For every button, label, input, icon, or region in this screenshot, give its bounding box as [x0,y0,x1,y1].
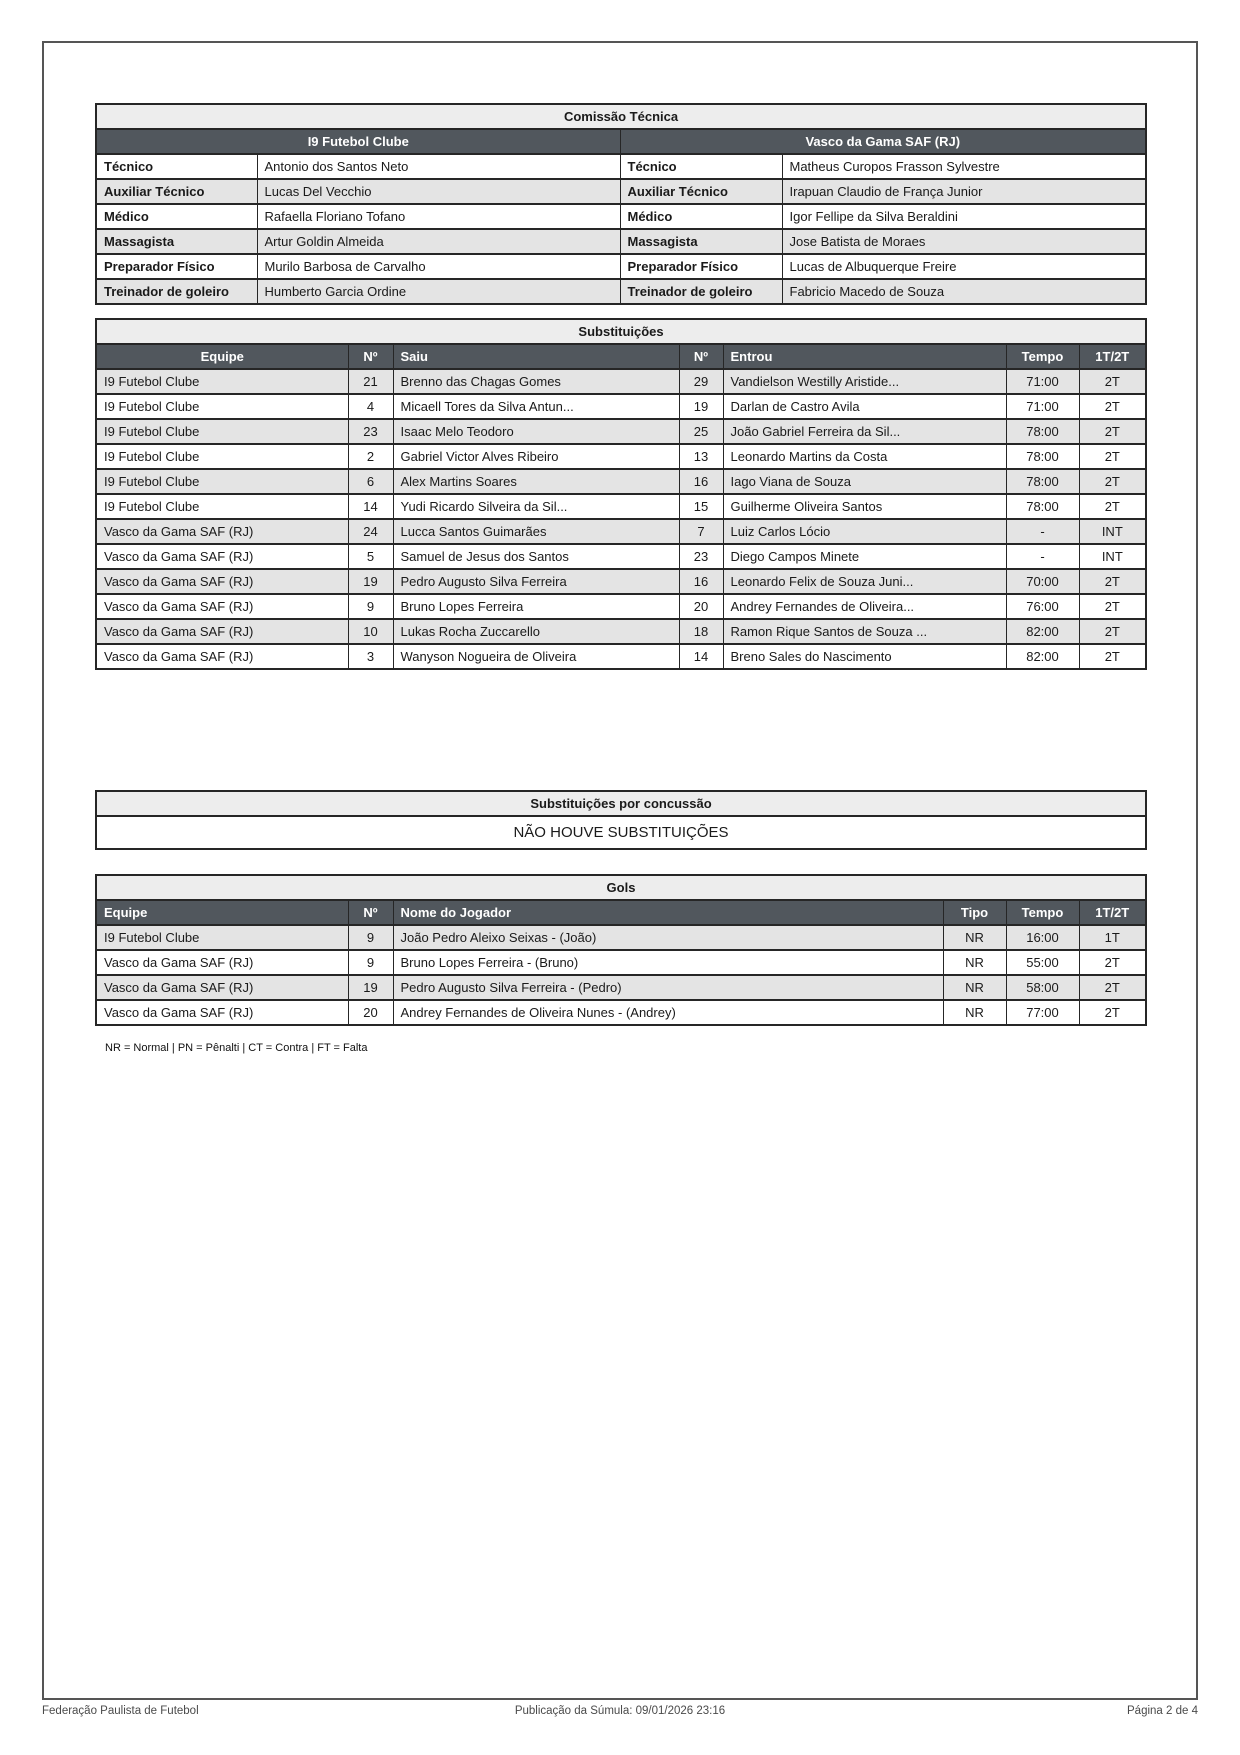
cell: 82:00 [1006,644,1079,669]
cell: Murilo Barbosa de Carvalho [257,254,620,279]
cell: 7 [679,519,723,544]
cell: 18 [679,619,723,644]
cell: Fabricio Macedo de Souza [782,279,1146,304]
cell: - [1006,544,1079,569]
footer-federation: Federação Paulista de Futebol [42,1705,199,1717]
cell: INT [1079,519,1146,544]
table-row [96,254,1146,279]
cell: 78:00 [1006,469,1079,494]
cell: 16 [679,569,723,594]
cell: 10 [348,619,393,644]
table-row [96,394,1146,419]
cell: 2T [1079,394,1146,419]
cell: 23 [348,419,393,444]
cell: 6 [348,469,393,494]
cell: 23 [679,544,723,569]
substituicoes-title: Substituições [96,319,1146,344]
table-row [96,644,1146,669]
cell: I9 Futebol Clube [96,925,348,950]
cell: 9 [348,594,393,619]
cell: 70:00 [1006,569,1079,594]
cell: Pedro Augusto Silva Ferreira - (Pedro) [393,975,943,1000]
cell: 2T [1079,369,1146,394]
cell: Bruno Lopes Ferreira - (Bruno) [393,950,943,975]
cell: I9 Futebol Clube [96,419,348,444]
cell: 9 [348,950,393,975]
cell: 21 [348,369,393,394]
cell: 4 [348,394,393,419]
cell: 2T [1079,469,1146,494]
col-header-tempo: Tempo [1006,900,1079,925]
team-header-home: I9 Futebol Clube [96,129,620,154]
table-row [96,279,1146,304]
col-header-numero-saiu: Nº [348,344,393,369]
cell: 19 [348,975,393,1000]
cell: Vandielson Westilly Aristide... [723,369,1006,394]
cell: Breno Sales do Nascimento [723,644,1006,669]
cell: 58:00 [1006,975,1079,1000]
cell: Humberto Garcia Ordine [257,279,620,304]
cell: 71:00 [1006,369,1079,394]
table-row [96,229,1146,254]
cell: 14 [679,644,723,669]
cell: João Gabriel Ferreira da Sil... [723,419,1006,444]
cell: 2T [1079,494,1146,519]
cell: 16:00 [1006,925,1079,950]
cell: Pedro Augusto Silva Ferreira [393,569,679,594]
col-header-numero: Nº [348,900,393,925]
cell: 71:00 [1006,394,1079,419]
cell: Yudi Ricardo Silveira da Sil... [393,494,679,519]
cell: Jose Batista de Moraes [782,229,1146,254]
cell: Diego Campos Minete [723,544,1006,569]
cell: 2T [1079,419,1146,444]
cell: 16 [679,469,723,494]
cell: Lucca Santos Guimarães [393,519,679,544]
cell: Lucas de Albuquerque Freire [782,254,1146,279]
cell: 20 [679,594,723,619]
cell: 1T [1079,925,1146,950]
cell: 25 [679,419,723,444]
table-row [96,494,1146,519]
table-row [96,444,1146,469]
table-row [96,369,1146,394]
cell: 2T [1079,594,1146,619]
cell: Preparador Físico [620,254,782,279]
team-header-away: Vasco da Gama SAF (RJ) [620,129,1146,154]
col-header-metade: 1T/2T [1079,900,1146,925]
cell: Vasco da Gama SAF (RJ) [96,619,348,644]
cell: Irapuan Claudio de França Junior [782,179,1146,204]
cell: 78:00 [1006,444,1079,469]
cell: 76:00 [1006,594,1079,619]
cell: Lukas Rocha Zuccarello [393,619,679,644]
cell: 9 [348,925,393,950]
goal-type-legend: NR = Normal | PN = Pênalti | CT = Contra | FT = Falta [105,1042,368,1054]
cell: Bruno Lopes Ferreira [393,594,679,619]
cell: 19 [348,569,393,594]
gols-table [95,874,1147,1026]
col-header-equipe: Equipe [96,344,348,369]
cell: Andrey Fernandes de Oliveira Nunes - (Andrey) [393,1000,943,1025]
table-row [96,469,1146,494]
cell: 5 [348,544,393,569]
cell: Médico [96,204,257,229]
table-row [96,544,1146,569]
cell: Lucas Del Vecchio [257,179,620,204]
cell: 24 [348,519,393,544]
cell: Matheus Curopos Frasson Sylvestre [782,154,1146,179]
cell: Vasco da Gama SAF (RJ) [96,569,348,594]
col-header-metade: 1T/2T [1079,344,1146,369]
cell: Ramon Rique Santos de Souza ... [723,619,1006,644]
cell: Leonardo Martins da Costa [723,444,1006,469]
cell: Alex Martins Soares [393,469,679,494]
table-row [96,154,1146,179]
cell: 78:00 [1006,419,1079,444]
table-row [96,950,1146,975]
cell: 2T [1079,975,1146,1000]
cell: 19 [679,394,723,419]
cell: Técnico [96,154,257,179]
cell: João Pedro Aleixo Seixas - (João) [393,925,943,950]
cell: 2 [348,444,393,469]
cell: Médico [620,204,782,229]
comissao-title: Comissão Técnica [96,104,1146,129]
cell: Vasco da Gama SAF (RJ) [96,519,348,544]
cell: Leonardo Felix de Souza Juni... [723,569,1006,594]
cell: 78:00 [1006,494,1079,519]
col-header-tempo: Tempo [1006,344,1079,369]
comissao-tecnica-table [95,103,1147,305]
cell: Preparador Físico [96,254,257,279]
cell: 82:00 [1006,619,1079,644]
cell: 20 [348,1000,393,1025]
cell: 3 [348,644,393,669]
cell: NR [943,950,1006,975]
cell: INT [1079,544,1146,569]
cell: I9 Futebol Clube [96,394,348,419]
cell: 2T [1079,619,1146,644]
cell: Técnico [620,154,782,179]
page-frame [42,41,1198,1700]
cell: Isaac Melo Teodoro [393,419,679,444]
cell: I9 Futebol Clube [96,444,348,469]
cell: NR [943,925,1006,950]
cell: 77:00 [1006,1000,1079,1025]
table-row [96,179,1146,204]
cell: Luiz Carlos Lócio [723,519,1006,544]
cell: Massagista [620,229,782,254]
cell: Micaell Tores da Silva Antun... [393,394,679,419]
substituicoes-concussao-table [95,790,1147,850]
cell: Massagista [96,229,257,254]
cell: Gabriel Victor Alves Ribeiro [393,444,679,469]
table-row [96,1000,1146,1025]
cell: Treinador de goleiro [620,279,782,304]
cell: Artur Goldin Almeida [257,229,620,254]
cell: Vasco da Gama SAF (RJ) [96,950,348,975]
table-row [96,419,1146,444]
cell: Vasco da Gama SAF (RJ) [96,1000,348,1025]
cell: NR [943,975,1006,1000]
cell: 13 [679,444,723,469]
cell: 2T [1079,569,1146,594]
cell: Igor Fellipe da Silva Beraldini [782,204,1146,229]
cell: Brenno das Chagas Gomes [393,369,679,394]
cell: Treinador de goleiro [96,279,257,304]
cell: Vasco da Gama SAF (RJ) [96,975,348,1000]
cell: Rafaella Floriano Tofano [257,204,620,229]
cell: 55:00 [1006,950,1079,975]
cell: - [1006,519,1079,544]
table-row [96,519,1146,544]
table-row [96,204,1146,229]
col-header-numero-entrou: Nº [679,344,723,369]
cell: 29 [679,369,723,394]
cell: Antonio dos Santos Neto [257,154,620,179]
footer-page-number: Página 2 de 4 [1127,1705,1198,1717]
col-header-equipe: Equipe [96,900,348,925]
table-row [96,594,1146,619]
col-header-entrou: Entrou [723,344,1006,369]
concussao-title: Substituições por concussão [96,791,1146,816]
cell: Auxiliar Técnico [620,179,782,204]
cell: Vasco da Gama SAF (RJ) [96,644,348,669]
cell: I9 Futebol Clube [96,469,348,494]
cell: Iago Viana de Souza [723,469,1006,494]
table-row [96,925,1146,950]
gols-title: Gols [96,875,1146,900]
col-header-nome-jogador: Nome do Jogador [393,900,943,925]
col-header-saiu: Saiu [393,344,679,369]
cell: Samuel de Jesus dos Santos [393,544,679,569]
cell: 2T [1079,444,1146,469]
concussao-empty-message: NÃO HOUVE SUBSTITUIÇÕES [96,816,1146,849]
footer-publication: Publicação da Súmula: 09/01/2026 23:16 [514,1705,726,1717]
cell: I9 Futebol Clube [96,369,348,394]
cell: Vasco da Gama SAF (RJ) [96,544,348,569]
substituicoes-table [95,318,1147,670]
cell: Darlan de Castro Avila [723,394,1006,419]
cell: I9 Futebol Clube [96,494,348,519]
table-row [96,619,1146,644]
table-row [96,975,1146,1000]
cell: 14 [348,494,393,519]
cell: Wanyson Nogueira de Oliveira [393,644,679,669]
col-header-tipo: Tipo [943,900,1006,925]
cell: NR [943,1000,1006,1025]
cell: Andrey Fernandes de Oliveira... [723,594,1006,619]
cell: Auxiliar Técnico [96,179,257,204]
cell: 2T [1079,950,1146,975]
cell: 15 [679,494,723,519]
cell: Guilherme Oliveira Santos [723,494,1006,519]
cell: 2T [1079,1000,1146,1025]
cell: 2T [1079,644,1146,669]
cell: Vasco da Gama SAF (RJ) [96,594,348,619]
table-row [96,569,1146,594]
